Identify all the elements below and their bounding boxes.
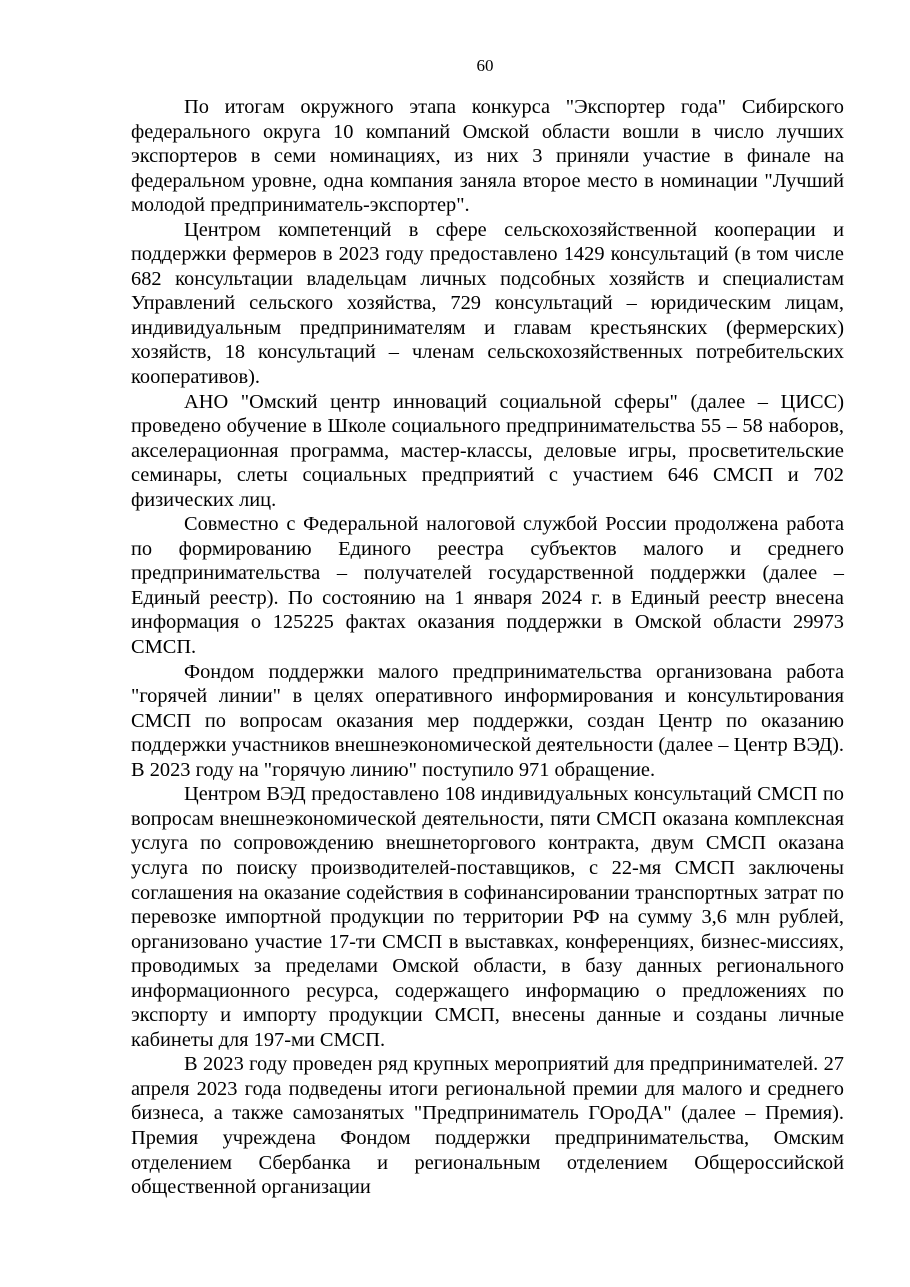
paragraph-exporter-of-the-year: По итогам окружного этапа конкурса "Экспортер года" Сибирского федерального округа 10 компаний Омской области вошли в число лучших экспортеров в семи номинациях, из них 3 приняли участие в финале на федеральном уровне, одна компания заняла второе место в номинации "Лучший молодой предприниматель-экспортер".: [131, 96, 844, 217]
paragraph-events-2023: В 2023 году проведен ряд крупных мероприятий для предпринимателей. 27 апреля 2023 года подведены итоги региональной премии для малого и среднего бизнеса, а также самозанятых "Предприниматель ГОроДА" (далее – Премия). Премия учреждена Фондом поддержки предпринимательства, Омским отделением Сбербанка и региональным отделением Общероссийской общественной организации: [131, 1053, 844, 1199]
paragraph-hotline: Фондом поддержки малого предпринимательства организована работа "горячей линии" в целях оперативного информирования и консультирования СМСП по вопросам оказания мер поддержки, создан Центр по оказанию поддержки участников внешнеэкономической деятельности (далее – Центр ВЭД). В 2023 году на "горячую линию" поступило 971 обращение.: [131, 660, 844, 781]
paragraph-ved-center: Центром ВЭД предоставлено 108 индивидуальных консультаций СМСП по вопросам внешнеэкономической деятельности, пяти СМСП оказана комплексная услуга по сопровождению внешнеторгового контракта, двум СМСП оказана услуга по поиску производителей-поставщиков, с 22-мя СМСП заключены соглашения на оказание содействия в софинансировании транспортных затрат по перевозке импортной продукции по территории РФ на сумму 3,6 млн рублей, организовано участие 17-ти СМСП в выставках, конференциях, бизнес-миссиях, проводимых за пределами Омской области, в базу данных регионального информационного ресурса, содержащего информацию о предложениях по экспорту и импорту продукции СМСП, внесены данные и созданы личные кабинеты для 197-ми СМСП.: [131, 783, 844, 1051]
paragraph-ciss: АНО "Омский центр инноваций социальной сферы" (далее – ЦИСС) проведено обучение в Школе социального предпринимательства 55 – 58 наборов, акселерационная программа, мастер-классы, деловые игры, просветительские семинары, слеты социальных предприятий с участием 646 СМСП и 702 физических лиц.: [131, 390, 844, 511]
paragraph-competence-center: Центром компетенций в сфере сельскохозяйственной кооперации и поддержки фермеров в 2023 году предоставлено 1429 консультаций (в том числе 682 консультации владельцам личных подсобных хозяйств и специалистам Управлений сельского хозяйства, 729 консультаций – юридическим лицам, индивидуальным предпринимателям и главам крестьянских (фермерских) хозяйств, 18 консультаций – членам сельскохозяйственных потребительских кооперативов).: [131, 218, 844, 389]
page-number: 60: [476, 56, 494, 75]
document-body: [131, 95, 844, 1200]
paragraph-unified-registry: Совместно с Федеральной налоговой службой России продолжена работа по формированию Единого реестра субъектов малого и среднего предпринимательства – получателей государственной поддержки (далее – Единый реестр). По состоянию на 1 января 2024 г. в Единый реестр внесена информация о 125225 фактах оказания поддержки в Омской области 29973 СМСП.: [131, 513, 844, 659]
